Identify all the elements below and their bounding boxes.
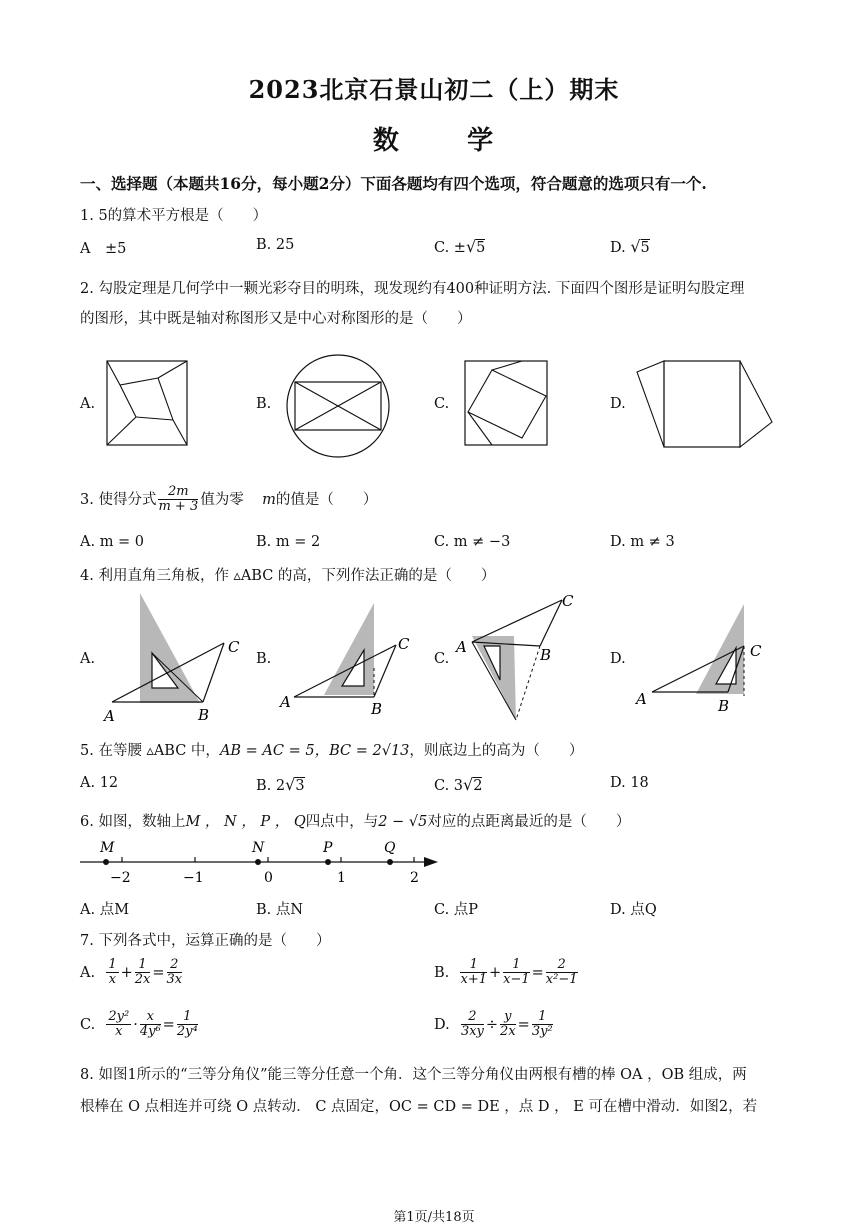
q3-option-a: A. m = 0 [80,534,145,550]
q4-figure-a [100,590,260,730]
q4a-point-c: C [228,638,240,656]
q4-figure-c [452,594,592,724]
q6-option-a: A. 点M [80,902,130,918]
q2-label-d: D. [610,396,626,412]
q1-option-b: B. 25 [256,237,295,253]
q5-option-a: A. 12 [80,775,119,791]
subject-title: 数 学 [372,126,496,156]
q7-option-a: A. $\frac{1}{x}$ + $\frac{1}{2x}$ = $\frac{2}{3x}$ [80,957,183,988]
q7-option-c: C. $\frac{\text{2y²}}{x}$ · $\frac{x}{\text{4y⁶}}$ = $\frac{1}{\text{2y⁴}}$ [80,1009,198,1040]
question-8-line2: 根棒在 O 点相连并可绕 O 点转动． C 点固定，OC = CD = DE ，点 D ， E 可在槽中滑动．如图2，若 [80,1099,758,1115]
q4a-point-a: A [104,707,115,725]
q4b-point-a: A [280,693,291,711]
question-2-line2: 的图形，其中既是轴对称图形又是中心对称图形的是（ ） [80,311,472,327]
q6-number-line [78,838,458,888]
q4d-point-a: A [636,690,647,708]
q2-figure-d [636,360,776,450]
q6-tick-0: 0 [264,870,273,886]
q4-label-c: C. [434,651,450,667]
question-4-stem: 4. 利用直角三角板，作 ▵ABC 的高，下列作法正确的是（ ） [80,568,496,584]
q4d-point-b: B [718,697,730,715]
q4b-point-b: B [371,700,383,718]
q2-figure-a [106,360,188,446]
q6-label-m: M [100,840,115,856]
q4-figure-b [276,598,426,718]
q6-option-b: B. 点N [256,902,304,918]
q5-option-c: C. 3√2 [434,775,483,794]
q1-option-d: D. √5 [610,237,650,256]
exam-title: 2023北京石景山初二（上）期末 [248,75,620,104]
q2-label-a: A. [80,396,96,412]
q6-label-p: P [323,840,333,856]
q4d-point-c: C [750,642,762,660]
q6-point-m [103,859,109,865]
q2-figure-b [286,354,390,458]
q5-option-b: B. 2√3 [256,775,305,794]
q6-tick-neg2: −2 [110,870,131,886]
question-3-stem: 3. 使得分式 $\frac{2m}{m + 3}$ 值为零 m的值是（ ） [80,484,378,515]
q6-point-q [387,859,393,865]
q3-option-b: B. m = 2 [256,534,321,550]
q6-tick-1: 1 [337,870,346,886]
q4c-point-c: C [562,592,574,610]
q6-option-c: C. 点P [434,902,479,918]
question-2-line1: 2. 勾股定理是几何学中一颗光彩夺目的明珠，现发现约有400种证明方法. 下面四个图形是证明勾股定理 [80,281,745,297]
q1-option-a: A ±5 [80,241,127,257]
question-6-stem: 6. 如图，数轴上M ， N ， P ， Q四点中，与2 − √5对应的点距离最近的是（ ） [80,814,631,830]
q6-label-q: Q [384,840,396,856]
q4b-point-c: C [398,635,410,653]
q1-option-c: C. ±√5 [434,237,486,256]
q3-fraction: $\frac{2m}{m + 3}$ [158,484,199,515]
q6-point-p [325,859,331,865]
question-7-stem: 7. 下列各式中，运算正确的是（ ） [80,933,331,949]
q4a-point-b: B [198,706,210,724]
question-1-stem: 1. 5的算术平方根是（ ） [80,208,268,224]
q2-label-c: C. [434,396,450,412]
q4c-point-a: A [456,638,467,656]
q3-option-c: C. m ≠ −3 [434,534,511,550]
q2-figure-c [464,360,548,446]
q4-figure-d [632,600,782,720]
question-5-stem: 5. 在等腰 ▵ABC 中，AB = AC = 5，BC = 2√13，则底边上的高为（ ） [80,743,584,759]
q6-label-n: N [252,840,265,856]
q6-point-n [255,859,261,865]
q2-label-b: B. [256,396,272,412]
q4-label-b: B. [256,651,272,667]
q3-option-d: D. m ≠ 3 [610,534,675,550]
q6-tick-neg1: −1 [183,870,204,886]
question-8-line1: 8. 如图1所示的“三等分角仪”能三等分任意一个角．这个三等分角仪由两根有槽的棒 OA ，OB 组成，两 [80,1067,747,1083]
q4-label-d: D. [610,651,626,667]
q6-option-d: D. 点Q [610,902,657,918]
q4c-point-b: B [540,646,552,664]
q5-option-d: D. 18 [610,775,649,791]
q7-option-d: D. $\frac{2}{3xy}$ ÷ $\frac{y}{2x}$ = $\frac{1}{\text{3y²}}$ [434,1009,553,1040]
section-heading: 一、选择题（本题共16分，每小题2分）下面各题均有四个选项，符合题意的选项只有一个. [80,174,707,193]
q4-label-a: A. [80,651,96,667]
q6-tick-2: 2 [410,870,419,886]
page-footer: 第1页/共18页 [393,1210,475,1225]
q7-option-b: B. $\frac{1}{x+1}$ + $\frac{1}{x-1}$ = $\frac{2}{\text{x²−1}}$ [434,957,578,988]
